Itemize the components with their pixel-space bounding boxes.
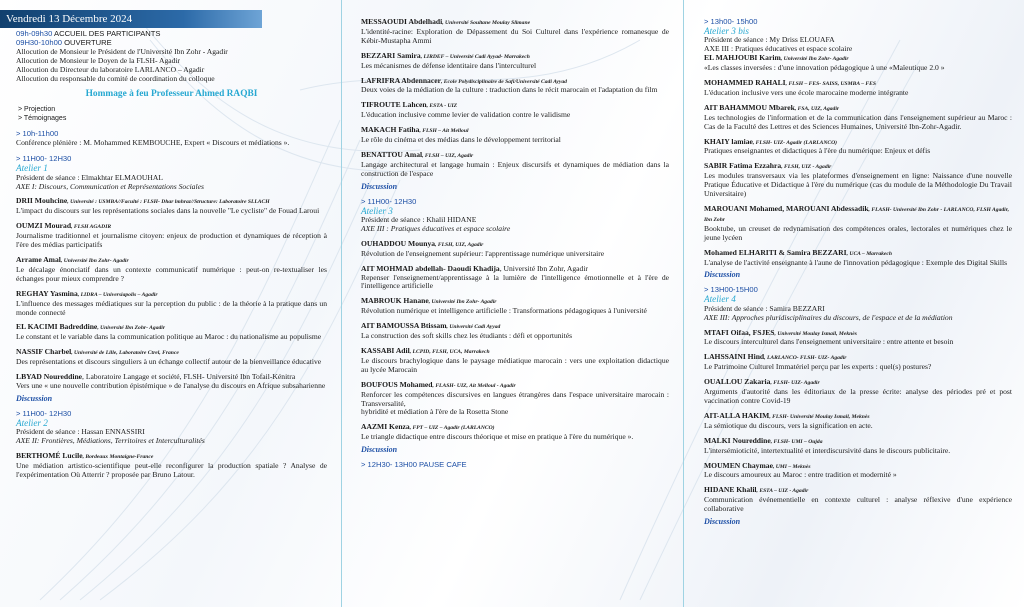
talk-author: BEZZARI Samira [361,50,421,60]
program-column-1 [0,0,341,607]
allocution-line: Allocution de Monsieur le Doyen de la FLSH- Agadir [16,55,181,65]
program-column-2 [341,0,681,607]
talk-author: MESSAOUDI Abdelhadi [361,17,443,26]
talk-item [704,378,1012,406]
talk-author: NASSIF Charbel [16,347,72,357]
talk-author: TIFROUTE Lahcen [361,100,427,110]
talk-affiliation: , Université Ibn Zohr- Agadir [780,56,849,63]
schedule-line: 09H30-10h00 OUVERTURE [16,37,112,47]
session-axis: AXE III : Pratiques éducatives et espace scolaire [704,44,853,54]
talk-title: Arguments d'autorité dans les éditoriaux de la presse écrite: analyse des périodes pré et post vaccination contre Covid-19 [704,387,1012,405]
talk-title: Le rôle du cinéma et des médias dans le développement territorial [361,135,561,145]
talk-item [16,197,327,216]
talk-title: Le Patrimoine Culturel Immatériel perçu par les experts : quel(s) postures? [704,362,932,372]
atelier-title: Atelier 3 bis [704,25,749,36]
talk-item [361,347,669,375]
talk-item [704,104,1012,132]
talk-item [704,437,1012,456]
talk-affiliation: , Université Ibn Zohr- Agadir [97,325,166,332]
talk-header [704,205,1012,225]
talk-title: «Les classes inversées : d'une innovation pédagogique à une «Maïeutique 2.0 » [704,63,945,73]
talk-item [361,151,669,179]
talk-author: HIDANE Khalil [704,485,757,495]
talk-author: OUMZI Mourad [16,221,72,231]
session-time: > 11H00- 12H30 [16,154,72,164]
talk-title: La sémiotique du discours, vers la signification en acte. [704,420,873,430]
atelier-title: Atelier 1 [16,163,48,174]
talk-author: LAFRIFRA Abdennacer [361,75,441,85]
talk-item [361,423,669,442]
talk-author: DRII Mouhcine [16,196,68,206]
session-axis: AXE III : Pratiques éducatives et espace scolaire [361,223,511,233]
talk-affiliation: , Bordeaux Montaigne-France [82,454,154,460]
talk-affiliation: , FLSH- Université Moulay Ismail, Meknès [769,413,870,420]
talk-title: Des représentations et discours singuliers à un échange collectif autour de la bienveillance éducative [16,357,322,367]
date-header: Vendredi 13 Décembre 2024 [6,13,133,25]
talk-affiliation: , FLSH – Ait Melloul [419,128,469,135]
talk-author: MOUMEN Chaymae [704,460,773,470]
talk-item [704,329,1012,348]
allocution-line: Allocution de Monsieur le Président de l'Université Ibn Zohr - Agadir [16,46,228,56]
talk-author: MAROUANI Mohamed, MAROUANI Abdessadik [704,204,869,213]
talk-title: Renforcer les compétences discursives en langues étrangères dans l'espace universitaire marocain : Transversalité, hybridité et médiation à l'ère de la Rosetta Stone [361,389,669,417]
talk-affiliation: , Université : USMBA//Faculté : FLSH- Dhar lmhraz//Structure: Laboratoire SLLACH [67,199,270,206]
talk-affiliation: , FLSH AGADIR [71,224,112,231]
session-axis: AXE II: Frontières, Médiations, Territoires et Interculturalités [16,436,205,446]
talk-list [704,54,1012,267]
talk-affiliation: , FPT – UIZ – Agadir (LARLANCO) [409,425,495,432]
discussion-label: Discussion [16,393,53,403]
session-president: Président de séance : Hassan ENNASSIRI [16,427,145,437]
talk-title: La construction des soft skills chez les étudiants : défi et opportunités [361,331,573,341]
talk-title: Les mécanismes de défense identitaire dans l'interculturel [361,60,537,70]
talk-author: MAKACH Fatiha [361,125,420,135]
talk-title: L'intersémioticité, intertextualité et interdiscursivité dans le discours publicitaire. [704,445,951,455]
talk-affiliation: , FLSH- UIZ- Agadir (LARLANCO) [752,139,838,146]
talk-item [704,138,1012,157]
talk-author: MOHAMMED RAHALI [704,78,786,88]
talk-affiliation: , ESTA – UIZ - Agadir [756,488,809,495]
schedule-line: 09h-09h30 ACCUEIL DES PARTICIPANTS [16,29,161,38]
talk-item [361,322,669,341]
talk-title: Les technologies de l'information et de la communication dans l'enseignement supérieur au Maroc : Cas de la Faculté des Lettres et des Sciences Humaines, Université Ibn-Zohr-Agadir. [704,112,1012,131]
session-president: Président de séance : Samira BEZZARI [704,303,825,313]
talk-title: Repenser l'enseignement/apprentissage à la lumière de l'intelligence émotionnelle et à l'ère de l'intelligence artificielle [361,272,669,291]
talk-author: BENATTOU Amal [361,149,423,159]
talk-author: AIT-ALLA HAKIM [704,410,770,420]
talk-title: L'analyse de l'activité enseignante à l'aune de l'innovation pédagogique : Exemple des Digital Skills [704,257,1008,267]
talk-author: KASSABI Adil [361,345,410,355]
hommage-item: > Projection [18,106,56,114]
session-time: > 11H00- 12H30 [16,408,72,418]
talk-item [16,290,327,318]
talk-affiliation: , Université Cadi Ayyad [446,324,501,331]
talk-item [361,52,669,71]
talk-affiliation: , FLASH- UIZ, Ait Melloul - Agadir [432,382,516,389]
talk-affiliation: , FLSH- UMI – Oujda [770,438,823,445]
talk-title: Vers une « une nouvelle contribution épistémique » de l'analyse du discours en Afrique subsaharienne [16,380,326,390]
talk-item [16,222,327,250]
session-president: Président de séance : My Driss ELOUAFA [704,35,835,45]
talk-author: EL MAHJOUBI Karim [704,53,781,63]
talk-list [361,240,669,442]
talk-title: Une médiation artistico-scientifique peut-elle reconfigurer la production spatiale ? Analyse de l'expérimentation Où Atterrir ? proposée par Bruno Latour. [16,460,327,479]
talk-title: L'influence des messages médiatiques sur la perception du public : de la théorie à la pratique dans un monde connecté [16,298,327,317]
talk-list [16,452,327,480]
talk-list [704,329,1012,515]
talk-affiliation: , Université Moulay Ismail, Meknès [774,330,857,337]
talk-item [16,348,327,367]
talk-title: Le constant et le variable dans la communication politique au Maroc : du nationalisme au populisme [16,332,322,342]
talk-title: Le discours brachylogique dans le paysage médiatique marocain : vers une exploitation didactique au lycée Marocain [361,355,669,374]
talk-title: Pratiques enseignantes et didactiques à l'ère du numérique: Enjeux et défis [704,146,931,156]
talk-title: L'impact du discours sur les représentations sociales dans la nouvelle "Le cycliste" de Fouad Laroui [16,206,320,216]
talk-author: Arrame Amal [16,255,61,264]
talk-author: KHAIY lamiae [704,136,753,146]
discussion-label: Discussion [704,517,741,527]
talk-title: Le discours amoureux au Maroc : entre tradition et modernité » [704,470,897,480]
talk-affiliation: , LIDRA – Universiapolis – Agadir [77,291,158,298]
talk-affiliation: , FLSH – FES- SAISS, USMBA – FES [785,81,876,88]
talk-affiliation: , LIRDEF – Université Cadi Ayyad- Marrakech [420,53,530,60]
talk-title: Communication événementielle en contexte culturel : analyse réflexive d'une expérience collaborative [704,495,1012,514]
talk-author: MALKI Noureddine [704,435,771,445]
talk-affiliation: , Ecole Polydisciplinaire de Safi/Université Cadi Ayyad [440,78,567,85]
talk-author: AAZMI Kenza [361,422,410,432]
talk-item [16,323,327,342]
talk-affiliation: , FLSH- UIZ- Agadir [770,380,820,387]
talk-list [16,197,327,390]
talk-item [361,101,669,120]
talk-title: Le décalage énonciatif dans un contexte communicatif numérique : peut-on re-textualiser les échanges pour mieux comprendre ? [16,264,327,283]
talk-author: BERTHOMÉ Lucile [16,451,83,460]
talk-title: Révolution de l'enseignement supérieur: l'apprentissage numérique universitaire [361,248,605,258]
talk-author: OUALLOU Zakaria [704,377,771,387]
talk-author: LAHSSAINI Hind [704,352,765,362]
talk-title: Journalisme traditionnel et journalisme citoyen: enjeux de production et dynamiques de réception à l'ère des médias participatifs [16,231,327,250]
talk-affiliation: , LARLANCO- FLSH- UIZ- Agadir [764,355,847,362]
session-president: Président de séance : Khalil HIDANE [361,215,477,224]
talk-item [16,256,327,284]
talk-title: Les modules transversaux via les plateformes d'enseignement en ligne: Naissance d'une nouvelle Pratique Éducative et Didactique à l'ère du numérique (cas du module de la Méthodologie Du Travail Universitaire) [704,171,1012,199]
session-axis: AXE I: Discours, Communication et Représentations Sociales [16,181,204,191]
hommage-heading: Hommage à feu Professeur Ahmed RAQBI [85,89,258,100]
talk-item [361,265,669,292]
talk-affiliation: , UCA – Marrakech [846,250,892,257]
talk-item [704,249,1012,268]
talk-author: AIT BAHAMMOU Mbarek [704,102,795,112]
talk-item [704,486,1012,514]
program-column-3 [683,0,1024,607]
talk-item [704,54,1012,73]
talk-title: L'éducation inclusive comme levier de validation contre le validisme [361,110,571,120]
talk-affiliation: , FSA, UIZ, Agadir [794,105,840,112]
talk-title: Langage architectural et langage humain : Enjeux discursifs et dynamiques de médiation dans la construction de l'espace [361,159,669,178]
talk-item [16,452,327,480]
talk-affiliation: , Université Ibn Zohr, Agadir [499,263,588,273]
talk-item [16,373,327,391]
talk-affiliation: , Université Ibn Zohr- Agadir [428,299,497,306]
talk-author: AIT MOHMAD abdellah- Daoudi Khadija [361,263,500,273]
talk-item [361,381,669,418]
talk-item [361,77,669,96]
talk-author: Mohamed ELHARITI & Samira BEZZARI [704,247,847,257]
talk-item [361,126,669,145]
talk-author: SABIR Fatima Ezzahra [704,161,782,171]
talk-affiliation: , FLSH, UIZ - Agadir [781,164,832,171]
talk-item [704,462,1012,481]
session-axis: AXE III: Approches pluridisciplinaires du discours, de l'espace et de la médiation [704,312,953,322]
talk-affiliation: , FLSH, UIZ, Agadir [435,241,484,248]
talk-title: Le discours interculturel dans l'enseignement universitaire : entre attente et besoin [704,337,954,347]
talk-title: Le triangle didactique entre discours théorique et mise en pratique à l'ère du numérique ». [361,432,634,442]
session-time: > 13H00-15H00 [704,285,758,295]
talk-author: REGHAY Yasmina [16,288,78,298]
discussion-label: Discussion [361,445,398,455]
talk-author: OUHADDOU Mounya [361,238,436,248]
talk-item [704,412,1012,431]
talk-title: L'identité-racine: Exploration de Dépassement du Soi Culturel dans l'expérience romanesque de Kébir-Mustapha Ammi [361,26,669,45]
talk-affiliation: , Université Soultane Moulay Slimane [442,20,531,26]
hommage-item: > Témoignages [18,115,67,123]
session-time: > 11H00- 12H30 [361,196,417,206]
talk-affiliation: , FLASH- Université Ibn Zohr - LARLANCO, FLSH Agadir, Ibn Zohr [704,207,1009,223]
discussion-label: Discussion [704,270,741,280]
talk-affiliation: , Laboratoire Langage et société, FLSH- Université Ibn Tofail-Kénitra [82,372,296,382]
talk-item [704,353,1012,372]
talk-item [704,162,1012,199]
session-president: Président de séance : Elmakhtar ELMAOUHAL [16,172,163,182]
talk-title: Révolution numérique et intelligence artificielle : Transformations pédagogiques à l'université [361,306,647,316]
session-time: > 10h-11h00 [16,129,59,139]
talk-item [704,79,1012,98]
talk-title: Deux voies de la médiation de la culture : traduction dans le récit marocain et l'adaptation du film [361,85,658,95]
allocution-line: Allocution du responsable du comité de coordination du colloque [16,73,215,83]
discussion-label: Discussion [361,181,398,191]
talk-author: MABROUK Hanane [361,296,429,306]
talk-author: EL KACIMI Badreddine [16,322,98,332]
talk-item [704,205,1012,243]
talk-item [361,240,669,259]
talk-affiliation: , Université de Lille, Laboratoire Ctrel, France [71,350,179,357]
talk-list [361,18,669,179]
talk-author: MTAFI Oifaa, FSJES [704,327,775,337]
plenary-text: Conférence plénière : M. Mohammed KEMBOUCHE, Expert « Discours et médiations ». [16,138,290,148]
talk-affiliation: , LCPID, FLSH, UCA, Marrakech [409,348,490,355]
talk-affiliation: , UMI – Meknès [772,463,811,470]
atelier-title: Atelier 2 [16,417,48,428]
talk-item [361,297,669,316]
talk-title: L'éducation inclusive vers une école marocaine moderne intégrante [704,87,909,97]
allocution-line: Allocution du Directeur du laboratoire LARLANCO – Agadir [16,64,205,74]
talk-affiliation: , ESTA - UIZ [426,103,458,110]
talk-author: LBYAD Noureddine [16,372,83,382]
talk-affiliation: , Université Ibn Zohr- Agadir [60,258,129,264]
talk-affiliation: , FLSH – UIZ, Agadir [422,152,474,159]
atelier-title: Atelier 4 [704,294,736,305]
session-time: > 13h00- 15h00 [704,17,758,26]
talk-title: Booktube, un creuset de redynamisation des compétences orales, lectorales et numériques chez le jeune lycéen [704,223,1012,242]
talk-item [361,18,669,46]
pause-line: > 12H30- 13H00 PAUSE CAFE [361,460,467,470]
atelier-title: Atelier 3 [361,205,393,216]
talk-author: BOUFOUS Mohamed [361,379,433,389]
talk-author: AIT BAMOUSSA Btissam [361,321,447,331]
